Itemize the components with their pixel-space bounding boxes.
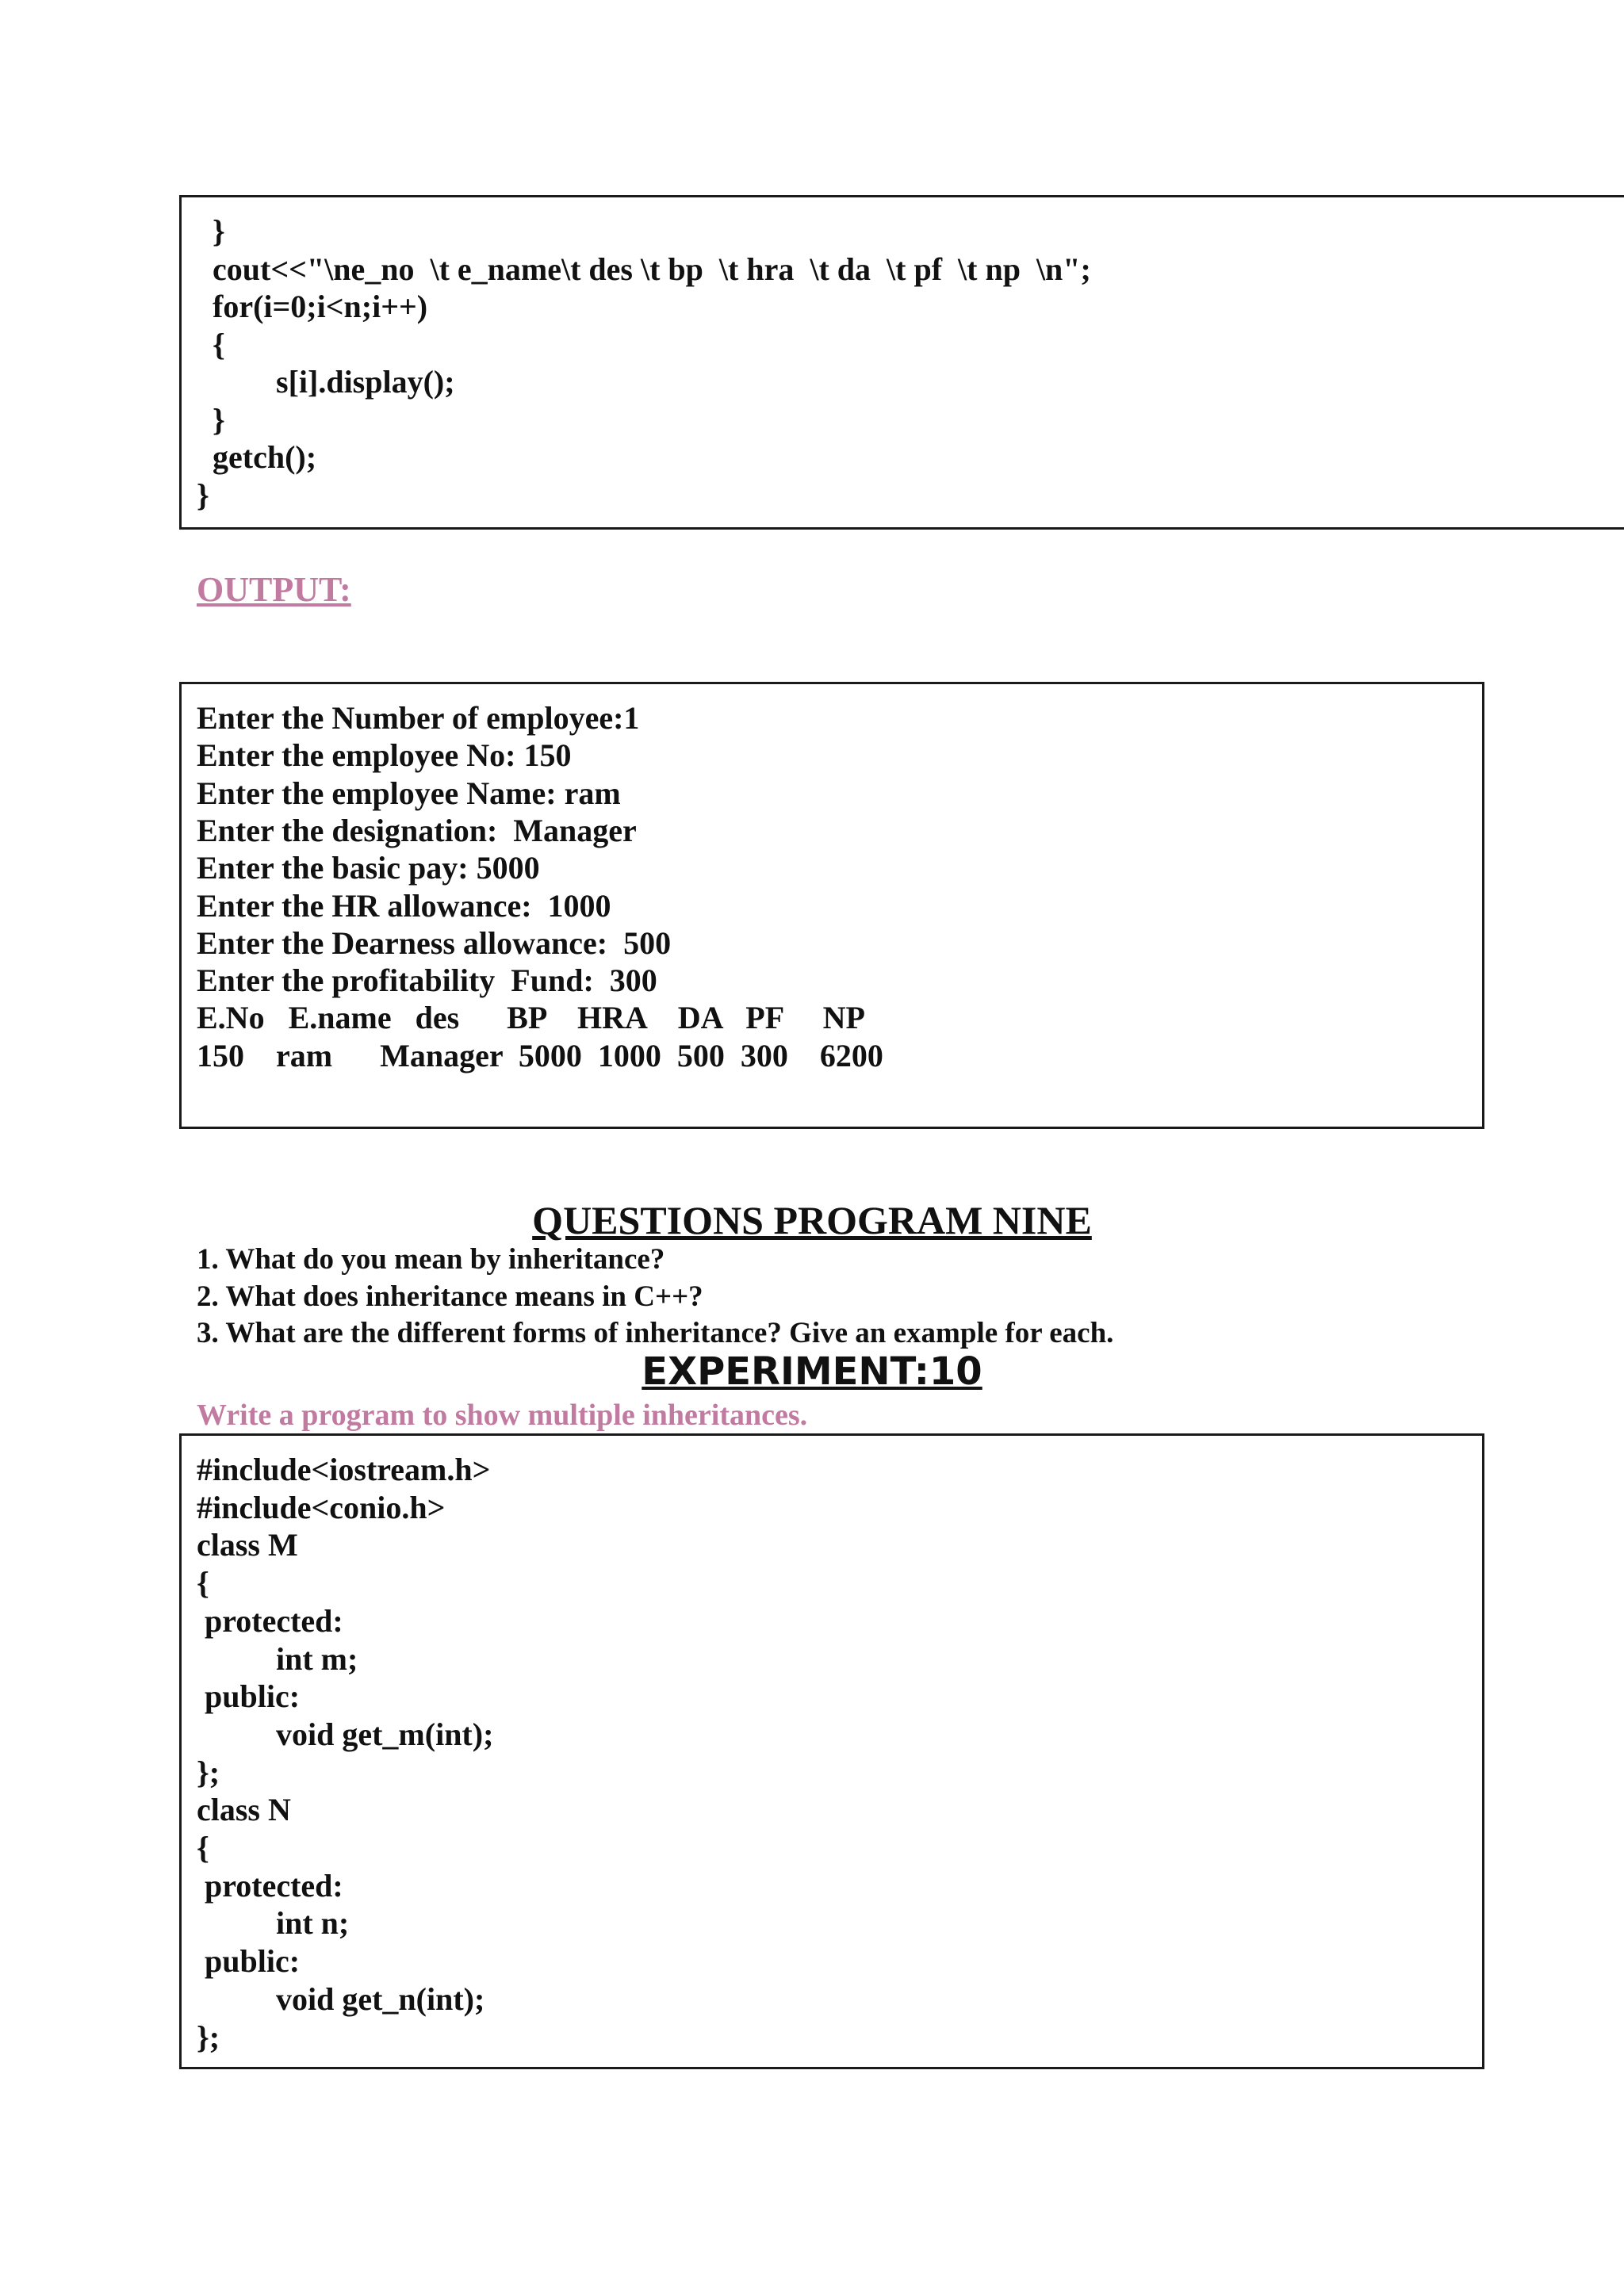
code1-line: } xyxy=(197,213,225,249)
code2-line: class N xyxy=(197,1792,291,1828)
code2-line: #include<conio.h> xyxy=(197,1489,446,1525)
output-line: Enter the HR allowance: 1000 xyxy=(197,887,611,924)
code1-line: getch(); xyxy=(197,439,317,475)
code2-line: protected: xyxy=(197,1602,343,1639)
output-line: Enter the employee Name: ram xyxy=(197,775,621,811)
code1-line: s[i].display(); xyxy=(197,364,455,400)
output-line: Enter the profitability Fund: 300 xyxy=(197,962,657,999)
code2-line: void get_m(int); xyxy=(197,1716,494,1752)
code2-line: public: xyxy=(197,1943,301,1980)
code2-line: { xyxy=(197,1830,209,1866)
question-line: 3. What are the different forms of inheritance? Give an example for each. xyxy=(197,1317,1114,1349)
code2-line: { xyxy=(197,1565,209,1601)
code2-line: class M xyxy=(197,1527,298,1563)
code2-line: int m; xyxy=(197,1640,358,1677)
code2-line: protected: xyxy=(197,1867,343,1904)
output-line: Enter the basic pay: 5000 xyxy=(197,850,540,886)
output-line: Enter the Number of employee:1 xyxy=(197,700,640,736)
output-line: 150 ram Manager 5000 1000 500 300 6200 xyxy=(197,1037,883,1073)
questions-title: QUESTIONS PROGRAM NINE xyxy=(532,1198,1092,1242)
code2-line: int n; xyxy=(197,1905,350,1942)
code1-line: } xyxy=(197,401,225,438)
code2-line: #include<iostream.h> xyxy=(197,1452,491,1487)
output-line: Enter the Dearness allowance: 500 xyxy=(197,924,672,961)
output-line: E.No E.name des BP HRA DA PF NP xyxy=(197,1000,865,1036)
code2-line: void get_n(int); xyxy=(197,1980,485,2017)
code2-line: public: xyxy=(197,1678,301,1715)
code2-line: }; xyxy=(197,1754,220,1790)
code1-line: } xyxy=(197,476,209,513)
code1-line: for(i=0;i<n;i++) xyxy=(197,289,428,324)
output-heading: OUTPUT: xyxy=(197,570,351,609)
code1-line: { xyxy=(197,326,225,362)
code-box-1 xyxy=(179,195,1624,530)
experiment-task: Write a program to show multiple inheritances. xyxy=(197,1399,808,1432)
question-line: 1. What do you mean by inheritance? xyxy=(197,1243,665,1276)
question-line: 2. What does inheritance means in C++? xyxy=(197,1280,703,1313)
code2-line: }; xyxy=(197,2019,220,2055)
code1-line: cout<<"\ne_no \t e_name\t des \t bp \t hra \t da \t pf \t np \n"; xyxy=(197,251,1091,287)
experiment-title: EXPERIMENT:10 xyxy=(642,1349,982,1394)
output-line: Enter the designation: Manager xyxy=(197,812,637,848)
output-line: Enter the employee No: 150 xyxy=(197,737,572,774)
